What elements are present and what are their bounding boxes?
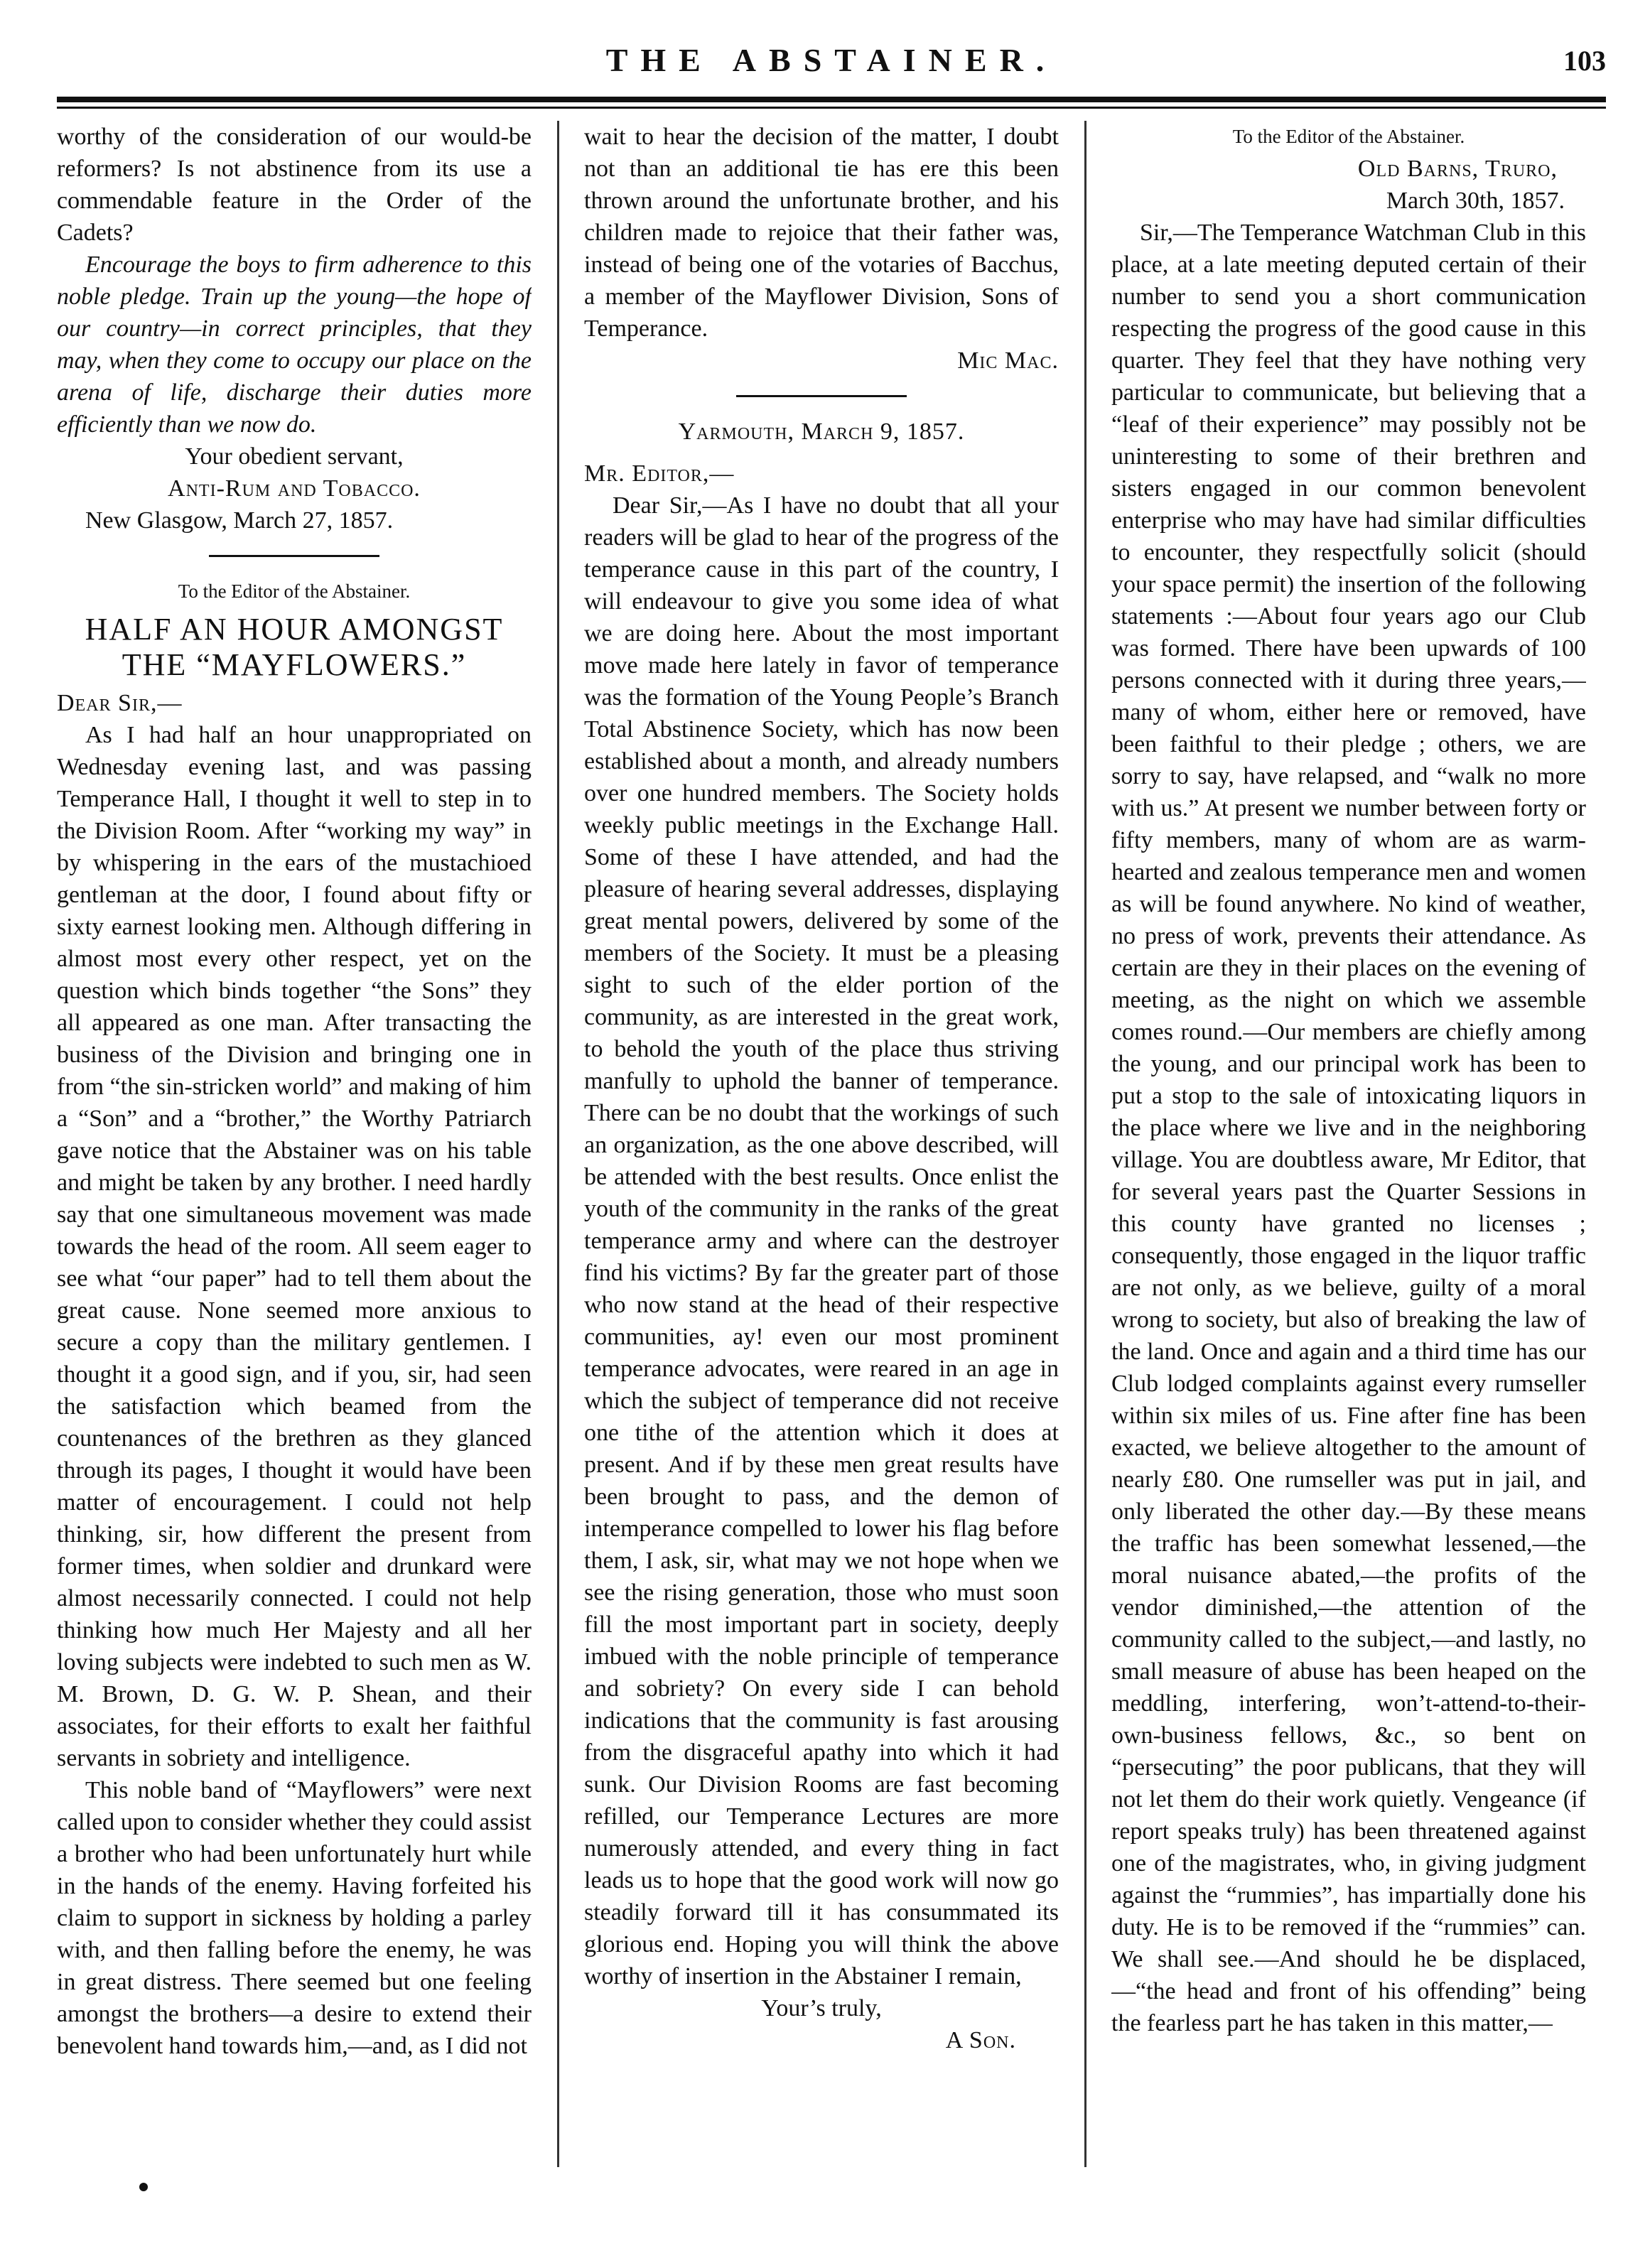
letter-salutation: Mr. Editor,— <box>584 460 735 487</box>
letter-dateline: New Glasgow, March 27, 1857. <box>85 507 394 534</box>
to-editor-line: To the Editor of the Abstainer. <box>1232 126 1465 147</box>
letter-body: Dear Sir,—As I have no doubt that all your readers will be glad to hear of the progress of the temperance cause in this part of the country, I will endeavour to give you some idea of what we are doing here. About the most important move made here lately in favor of temperance was the formation of the Young People’s Branch Total Abstinence Society, which has now been established about a month, and already numbers over one hundred members. The Society holds weekly public meetings in the Exchange Hall. Some of these I have attended, and had the pleasure of hearing several addresses, displaying great mental powers, delivered by some of the members of the Society. It must be a pleasing sight to such of the elder portion of the community, as are interested in the great work, to behold the youth of the place thus striving manfully to uphold the banner of temperance. There can be no doubt that the workings of such an organization, as the one above described, will be attended with the best results. Once enlist the youth of the community in the ranks of the great temperance army and where can the destroyer find his victims? By far the greater part of those who now stand at the head of their respective communities, ay! even our most prominent temperance advocates, were reared in an age in which the subject of temperance did not receive one tithe of the attention which it does at present. And if by these men great results have been brought to pass, and the demon of intemperance compelled to lower his flag before them, I ask, sir, what may we not hope when we see the rising generation, those who must soon fill the most important part in society, deeply imbued with the noble principle of temperance and sobriety? On every side I can behold indications that the community is fast arousing from the disgraceful apathy into which it had sunk. Our Division Rooms are fast becoming refilled, our Temperance Lectures are more numerously attended, and every thing in fact leads us to hope that the good work will now go steadily forward till it has consummated its glorious end. Hoping you will think the above worthy of insertion in the Abstainer I remain, <box>584 492 1059 1989</box>
section-rule <box>209 555 379 557</box>
letter-continuation: worthy of the consideration of our would-be reformers? Is not abstinence from its use a commendable feature in the Order of the Cadets? <box>57 124 532 246</box>
masthead <box>57 28 1606 128</box>
letter-closing: Your obedient servant, <box>185 443 404 470</box>
letter-date: March 30th, 1857. <box>1386 188 1565 214</box>
column-1 <box>57 121 532 2181</box>
letter-address: Old Barns, Truro, <box>1357 156 1558 182</box>
encouragement-paragraph: Encourage the boys to firm adherence to this noble pledge. Train up the young—the hope of our country—in correct principles, that they may, when they come to occupy our place on the arena of life, discharge their duties more efficiently than we now do. <box>57 252 532 438</box>
article-paragraph: As I had half an hour unappropriated on Wednesday evening last, and was passing Temperance Hall, I thought it well to step in to the Division Room. After “working my way” in by whispering in the ears of the mustachioed gentleman at the door, I found about fifty or sixty earnest looking men. Although differing in almost most every other respect, yet on the question which binds together “the Sons” they all appeared as one man. After transacting the business of the Division and bringing one in from “the sin-stricken world” and making of him a “Son” and a “brother,” the Worthy Patriarch gave notice that the Abstainer was on his table and might be taken by any brother. I need hardly say that one simultaneous movement was made towards the head of the room. All seem eager to see what “our paper” had to tell them about the great cause. None seemed more anxious to secure a copy than the military gentlemen. I thought it a good sign, and if you, sir, had seen the satisfaction which beamed from the countenances of the brethren as they glanced through its pages, I thought it would have been matter of encouragement. I could not help thinking, sir, how different the present from former times, when soldier and drunkard were almost necessarily connected. I could not help thinking how much Her Majesty and all her loving subjects were indebted to such men as W. M. Brown, D. G. W. P. Shean, and their associates, for their efforts to exalt her faithful servants in sobriety and intelligence. <box>57 722 532 1771</box>
section-rule <box>736 395 907 397</box>
article-salutation: Dear Sir,— <box>57 690 183 716</box>
header-rule-thin <box>57 107 1606 109</box>
column-2 <box>584 121 1059 2181</box>
column-divider <box>1084 121 1086 2167</box>
article-signature: Mic Mac. <box>957 347 1059 374</box>
letter-signature: A Son. <box>945 2027 1016 2053</box>
letter-body: Sir,—The Temperance Watchman Club in this place, at a late meeting deputed certain of their number to send you a short communication respecting the progress of the good cause in this quarter. They feel that they have nothing very particular to communicate, but believing that a “leaf of their experience” may possibly not be uninteresting to some of their brethren and sisters engaged in our common benevolent enterprise who may have had similar difficulties to encounter, they respectfully solicit (should your space permit) the insertion of the following statements :—About four years ago our Club was formed. There have been upwards of 100 persons connected with it during three years,—many of whom, either here or removed, have been faithful to their pledge ; others, we are sorry to say, have relapsed, and “walk no more with us.” At present we number between forty or fifty members, many of whom are as warm-hearted and zealous temperance men and women as will be found anywhere. No kind of weather, no press of work, prevents their attendance. As certain are they in their places on the evening of meeting, as the night on which we assemble comes round.—Our members are chiefly among the young, and our principal work has been to put a stop to the sale of intoxicating liquors in the place where we live and in the neighboring village. You are doubtless aware, Mr Editor, that for several years past the Quarter Sessions in this county have granted no licenses ; consequently, those engaged in the liquor traffic are not only, as we believe, guilty of a moral wrong to society, but also of breaking the law of the land. Once and again and a third time has our Club lodged complaints against every rumseller within six miles of us. Fine after fine has been exacted, we believe altogether to the amount of nearly £80. One rumseller was put in jail, and only liberated the other day.—By these means the traffic has been somewhat lessened,—the moral nuisance abated,—the profits of the vendor diminished,—the attention of the community called to the subject,—and lastly, no small measure of abuse has been heaped on the meddling, interfering, won’t-attend-to-their-own-business fellows, &c., so bent on “persecuting” the poor publicans, that they will not let them do their work quietly. Vengeance (if report speaks truly) has been threatened against one of the magistrates, who, in giving judgment against the “rummies”, has impartially done his duty. He is to be removed if the “rummies” can. We shall see.—And should he be displaced,—“the head and front of his offending” being the fearless part he has taken in this matter,— <box>1111 220 1586 2036</box>
letter-dateline: Yarmouth, March 9, 1857. <box>678 418 965 445</box>
print-mark <box>139 2183 148 2191</box>
column-3 <box>1111 121 1586 2181</box>
header-rule-thick <box>57 97 1606 102</box>
article-continuation: wait to hear the decision of the matter, I doubt not than an additional tie has ere this been thrown around the unfortunate brother, and his children made to rejoice that their father was, instead of being one of the votaries of Bacchus, a member of the Mayflower Division, Sons of Temperance. <box>584 124 1059 342</box>
column-divider <box>557 121 559 2167</box>
article-heading: HALF AN HOUR AMONGST THE “MAYFLOWERS.” <box>85 612 504 682</box>
article-paragraph: This noble band of “Mayflowers” were next called upon to consider whether they could assist a brother who had been unfortunately hurt while in the hands of the enemy. Having forfeited his claim to support in sickness by holding a parley with, and then falling before the enemy, he was in great distress. There seemed but one feeling amongst the brothers—a desire to extend their benevolent hand towards him,—and, as I did not <box>57 1777 532 2059</box>
to-editor-line: To the Editor of the Abstainer. <box>178 580 411 602</box>
letter-signature: Anti-Rum and Tobacco. <box>168 475 421 502</box>
running-title: THE ABSTAINER. <box>605 42 1057 78</box>
page-number: 103 <box>1563 45 1606 77</box>
letter-closing: Your’s truly, <box>761 1995 882 2021</box>
